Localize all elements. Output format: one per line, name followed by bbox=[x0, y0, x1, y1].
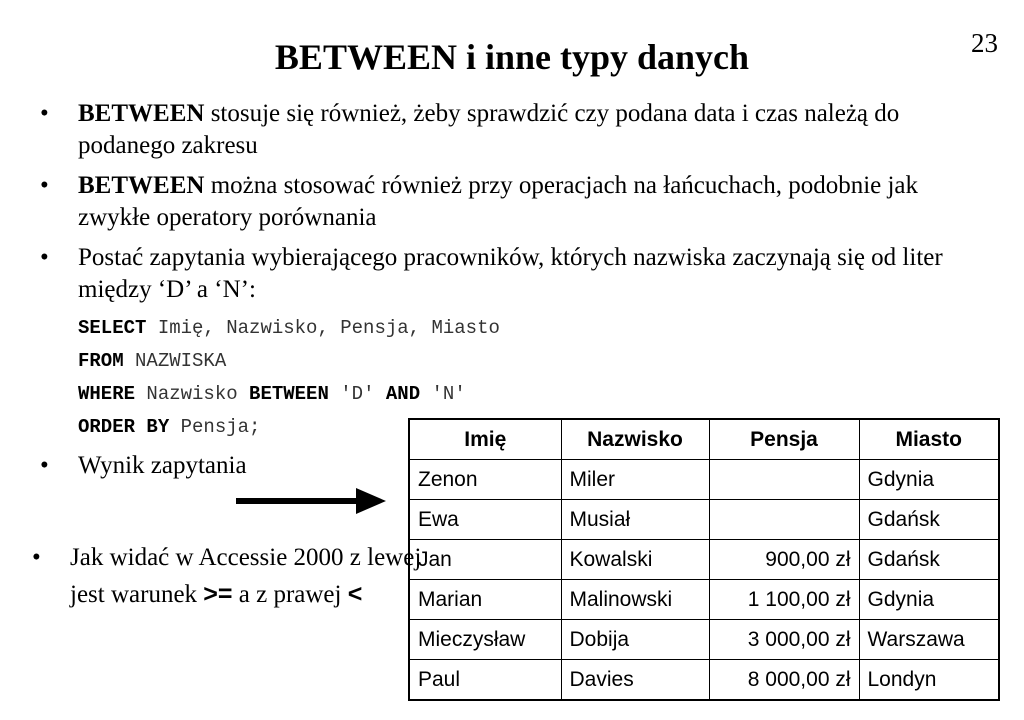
sql-text: Imię, Nazwisko, Pensja, Miasto bbox=[146, 317, 500, 339]
bullet-list bbox=[40, 98, 980, 446]
bullet-text: można stosować również przy operacjach na łańcuchach, podobnie jak zwykłe operatory porównania bbox=[78, 172, 919, 231]
table-row bbox=[409, 500, 999, 540]
table-cell: Zenon bbox=[409, 460, 561, 500]
table-row bbox=[409, 540, 999, 580]
table-cell: Davies bbox=[561, 660, 709, 701]
table-row bbox=[409, 620, 999, 660]
bullet-text: Postać zapytania wybierającego pracowników, których nazwiska zaczynają się od liter między ‘D’ a ‘N’: bbox=[78, 244, 943, 303]
sql-keyword: WHERE bbox=[78, 383, 136, 405]
bullet-dot-icon: • bbox=[32, 544, 41, 571]
table-cell: Paul bbox=[409, 660, 561, 701]
table-cell: Marian bbox=[409, 580, 561, 620]
table-cell: Jan bbox=[409, 540, 561, 580]
table-cell: 3 000,00 zł bbox=[709, 620, 859, 660]
bullet-dot-icon: • bbox=[40, 172, 49, 199]
table-cell: 900,00 zł bbox=[709, 540, 859, 580]
bullet-text: stosuje się również, żeby sprawdzić czy podana data i czas należą do podanego zakresu bbox=[78, 100, 900, 159]
table-cell: Gdynia bbox=[859, 460, 999, 500]
sql-keyword: BETWEEN bbox=[249, 383, 329, 405]
result-bullet bbox=[40, 450, 247, 482]
slide-number: 23 bbox=[971, 28, 998, 58]
table-cell: 8 000,00 zł bbox=[709, 660, 859, 701]
sql-line-from bbox=[40, 345, 980, 378]
sql-text: 'N' bbox=[420, 383, 466, 405]
table-cell: Gdańsk bbox=[859, 540, 999, 580]
column-header: Nazwisko bbox=[561, 419, 709, 460]
note-operator: >= bbox=[203, 580, 233, 608]
sql-text: Pensja; bbox=[169, 416, 261, 438]
column-header: Imię bbox=[409, 419, 561, 460]
column-header: Pensja bbox=[709, 419, 859, 460]
column-header: Miasto bbox=[859, 419, 999, 460]
result-table bbox=[408, 418, 1000, 701]
table-row bbox=[409, 660, 999, 701]
bullet-item bbox=[40, 170, 980, 234]
sql-text: Nazwisko bbox=[135, 383, 250, 405]
bullet-keyword: BETWEEN bbox=[78, 172, 205, 199]
bullet-keyword: BETWEEN bbox=[78, 100, 205, 127]
table-cell: Londyn bbox=[859, 660, 999, 701]
note-text: Jak widać w Accessie 2000 z lewej jest warunek bbox=[70, 544, 422, 608]
sql-keyword: FROM bbox=[78, 350, 124, 372]
table-cell: Mieczysław bbox=[409, 620, 561, 660]
sql-keyword: SELECT bbox=[78, 317, 147, 339]
table-cell: 1 100,00 zł bbox=[709, 580, 859, 620]
table-cell: Gdynia bbox=[859, 580, 999, 620]
table-cell: Kowalski bbox=[561, 540, 709, 580]
bullet-dot-icon: • bbox=[40, 452, 49, 479]
sql-keyword: ORDER BY bbox=[78, 416, 170, 438]
result-bullet-text: Wynik zapytania bbox=[78, 452, 247, 479]
table-cell: Musiał bbox=[561, 500, 709, 540]
note-text: a z prawej bbox=[232, 581, 348, 608]
bullet-dot-icon: • bbox=[40, 244, 49, 271]
note-bullet bbox=[32, 540, 430, 613]
bullet-item bbox=[40, 98, 980, 162]
table-row bbox=[409, 460, 999, 500]
table-row bbox=[409, 580, 999, 620]
table-cell: Malinowski bbox=[561, 580, 709, 620]
table-cell: Dobija bbox=[561, 620, 709, 660]
table-header-row bbox=[409, 419, 999, 460]
bullet-dot-icon: • bbox=[40, 100, 49, 127]
table-cell: Warszawa bbox=[859, 620, 999, 660]
sql-keyword: AND bbox=[385, 383, 421, 405]
sql-text: NAZWISKA bbox=[123, 350, 227, 372]
table-cell: Gdańsk bbox=[859, 500, 999, 540]
table-cell bbox=[709, 500, 859, 540]
sql-line-where bbox=[40, 378, 980, 411]
sql-line-select bbox=[40, 312, 980, 345]
bullet-item bbox=[40, 242, 980, 306]
table-cell: Miler bbox=[561, 460, 709, 500]
slide-title: BETWEEN i inne typy danych bbox=[274, 37, 750, 77]
note-operator: < bbox=[347, 580, 363, 608]
sql-text: 'D' bbox=[328, 383, 386, 405]
right-arrow-icon bbox=[236, 486, 386, 516]
table-cell bbox=[709, 460, 859, 500]
table-cell: Ewa bbox=[409, 500, 561, 540]
